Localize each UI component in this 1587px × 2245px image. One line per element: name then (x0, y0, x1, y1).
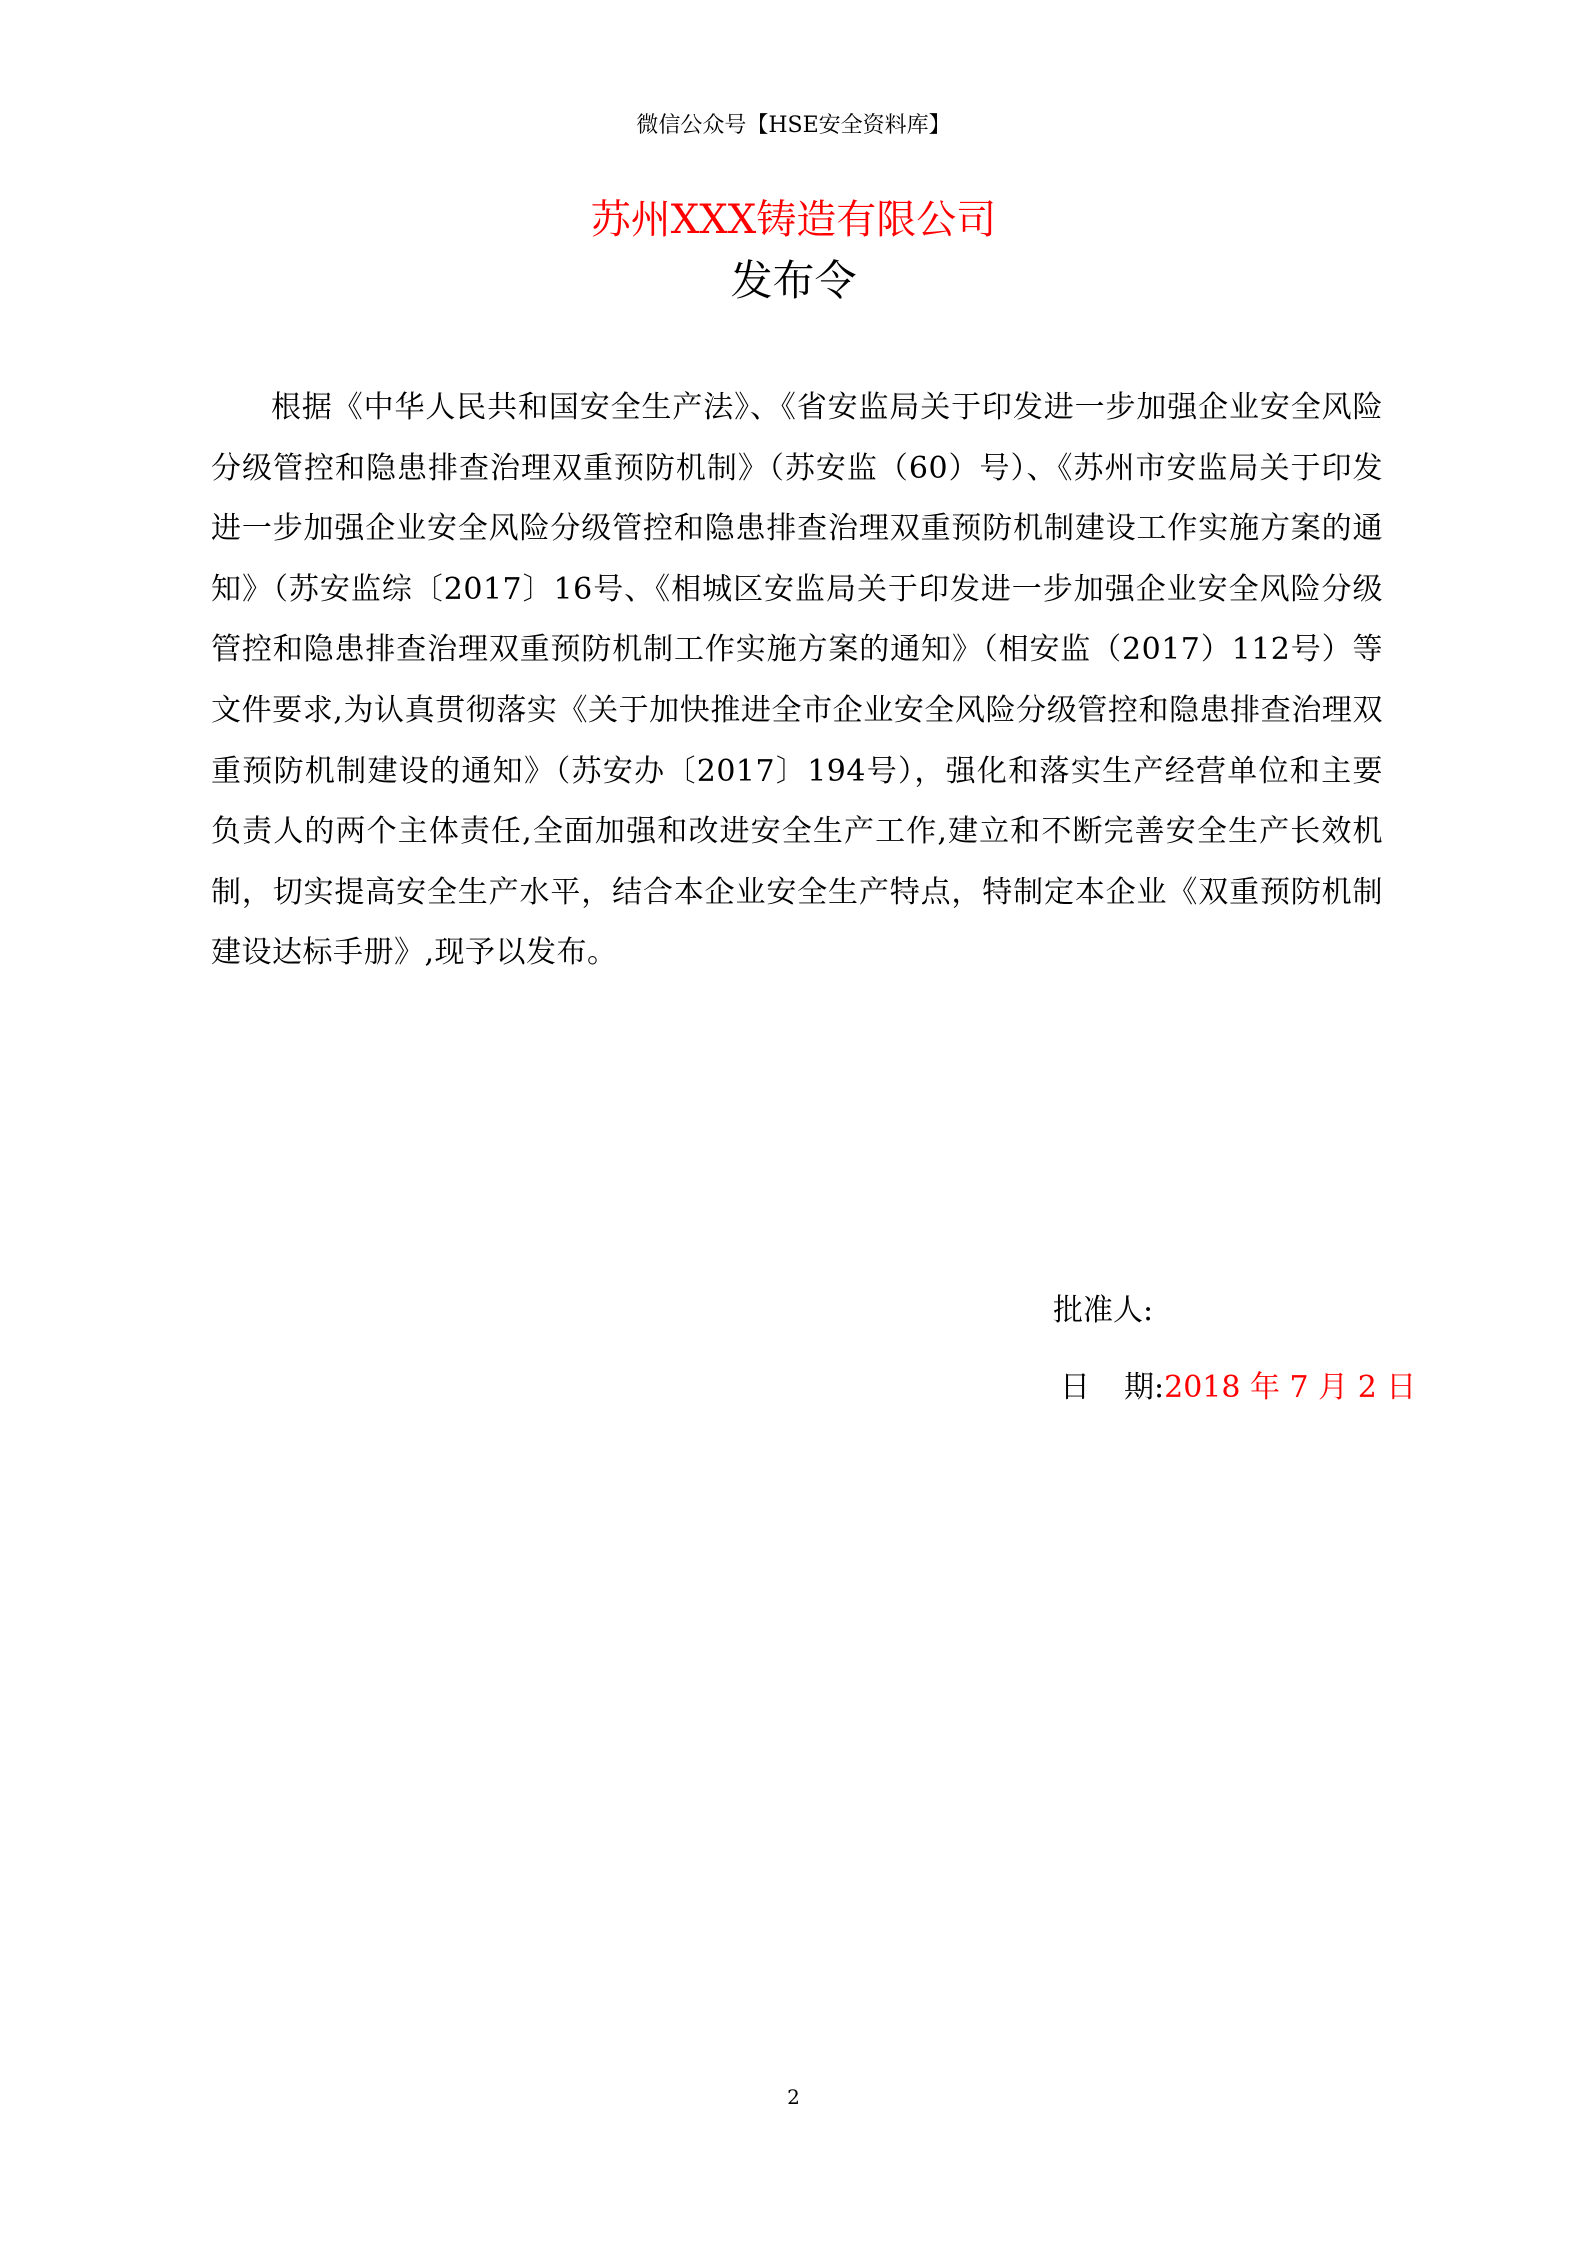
page-number: 2 (787, 2085, 800, 2109)
date-label-day: 日 (1060, 1370, 1090, 1405)
approver-label: 批准人: (1053, 1293, 1154, 1328)
date-label-period: 期: (1124, 1370, 1165, 1405)
company-name: 苏州XXX铸造有限公司 (590, 197, 997, 243)
date-line (1060, 1367, 1416, 1409)
wechat-header-note: 微信公众号【HSE安全资料库】 (636, 113, 951, 138)
document-title: 发布令 (730, 256, 857, 305)
release-order-body: 根据《中华人民共和国安全生产法》、《省安监局关于印发进一步加强企业安全风险分级管控和隐患排查治理双重预防机制》（苏安监（60）号）、《苏州市安监局关于印发进一步加强企业安全风险分级管控和隐患排查治理双重预防机制建设工作实施方案的通知》（苏安监综〔2017〕16号、《相城区安监局关于印发进一步加强企业安全风险分级管控和隐患排查治理双重预防机制工作实施方案的通知》（相安监（2017）112号）等文件要求,为认真贯彻落实《关于加快推进全市企业安全风险分级管控和隐患排查治理双重预防机制建设的通知》（苏安办〔2017〕194号），强化和落实生产经营单位和主要负责人的两个主体责任,全面加强和改进安全生产工作,建立和不断完善安全生产长效机制，切实提高安全生产水平，结合本企业安全生产特点，特制定本企业《双重预防机制建设达标手册》,现予以发布。 (211, 390, 1383, 971)
date-value: 2018 年 7 月 2 日 (1164, 1370, 1417, 1405)
